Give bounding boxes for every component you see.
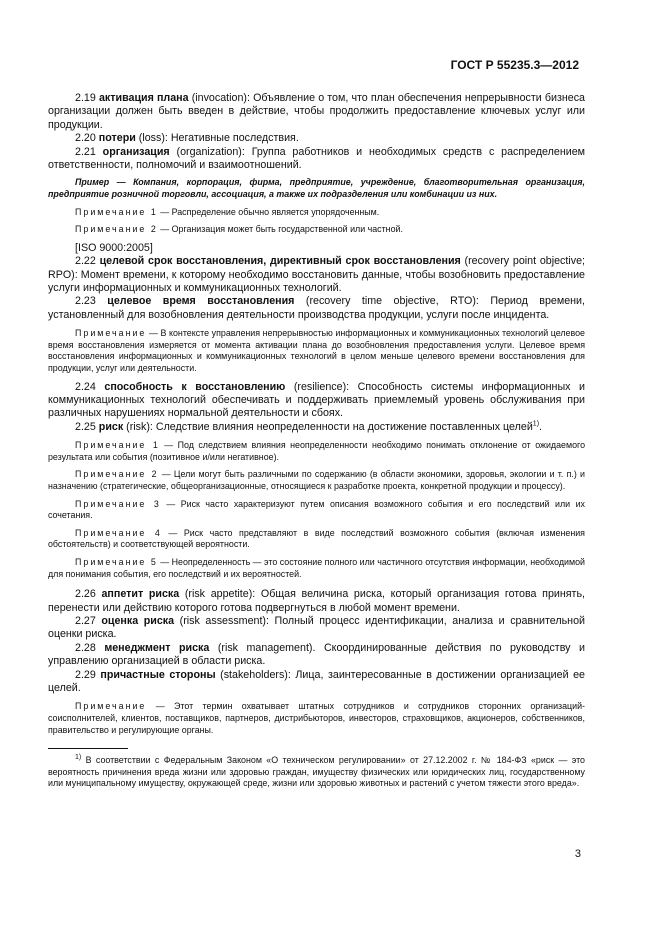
page-number: 3 (574, 848, 581, 860)
footnote-ref: 1) (532, 420, 540, 428)
entry-2-28: 2.28 менеджмент риска (risk management). Скоординированные действия по руководству и управлению организацией в области риска. (48, 641, 585, 668)
entry-2-22: 2.22 целевой срок восстановления, директивный срок восстановления (recovery point objective; RPO): Момент времени, к которому необходимо восстановить данные, чтобы возобновить предоставление услуги информационных и коммуникационных технологий. (48, 255, 585, 295)
note-2-21-2: Примечание 2 — Организация может быть государственной или частной. (75, 224, 403, 235)
footnote-separator (48, 748, 128, 749)
note-2-25-4: Примечание 4 — Риск часто представляют в виде последствий возможного события (включая изменения обстоятельств) и соответствующей вероятности. (48, 527, 585, 550)
page-content (48, 92, 585, 789)
note-2-21-1: Примечание 1 — Распределение обычно является упорядоченным. (75, 206, 380, 217)
note-2-29: Примечание — Этот термин охватывает штатных сотрудников и сотрудников сторонних организаций-соисполнителей, клиентов, поставщиков, партнеров, дистрибьюторов, инвесторов, страховщиков, акционеров, собственников, правительство и регулирующие органы. (48, 701, 585, 735)
document-header: ГОСТ Р 55235.3—2012 (450, 58, 579, 72)
note-2-25-1: Примечание 1 — Под следствием влияния неопределенности необходимо понимать отклонение от ожидаемого результата или события (позитивное и/или негативное). (48, 440, 585, 462)
entry-2-19: 2.19 активация плана (invocation): Объявление о том, что план обеспечения непрерывности бизнеса организации должен быть введен в действие, чтобы продолжить предоставление ключевых услуг или продукции. (48, 92, 585, 131)
footnote: $^{1)}$ В соответствии с Федеральным Законом «О техническом регулировании» от 27.12.2002 г. № 184-ФЗ «риск — это вероятность причинения вреда жизни или здоровью граждан, имуществу физических или юридических лиц, государственному или муниципальному имуществу, окружающей среде, жизни или здоровью животных и растений с учетом тяжести этого вреда». (48, 754, 585, 789)
entry-2-25: 2.25 риск (risk): Следствие влияния неопределенности на достижение поставленных целей$^{1)}$. (75, 420, 543, 433)
entry-2-29: 2.29 причастные стороны (stakeholders): Лица, заинтересованные в достижении организацией ее целей. (48, 668, 585, 695)
note-2-25-3: Примечание 3 — Риск часто характеризуют путем описания возможного события и его последствий или их сочетания. (48, 498, 585, 521)
entry-2-26: 2.26 аппетит риска (risk appetite): Общая величина риска, который организация готова принять, перенести или действию которого готова подвергнуться в любой момент времени. (48, 588, 585, 614)
note-2-23: Примечание — В контексте управления непрерывностью информационных и коммуникационных технологий целевое время восстановления измеряется от момента активации плана до возобновления предоставления услуги. Целевое время восстановления информационных и коммуникационных технологий в целом меньше целевого времени восстановления для продукции, услуг или деятельности. (48, 328, 585, 374)
entry-2-24: 2.24 способность к восстановлению (resilience): Способность системы информационных и коммуникационных технологий обеспечивать и поддерживать приемлемый уровень обслуживания при различных нарушениях нормальной деятельности и сбоях. (48, 380, 585, 420)
entry-2-27: 2.27 оценка риска (risk assessment): Полный процесс идентификации, анализа и сравнительной оценки риска. (48, 615, 585, 641)
entry-2-20: 2.20 потери (loss): Негативные последствия. (75, 132, 299, 145)
note-2-25-5: Примечание 5 — Неопределенность — это состояние полного или частичного отсутствия информации, необходимой для понимания события, его последствий и их вероятностей. (48, 557, 585, 579)
entry-2-21: 2.21 организация (organization): Группа работников и необходимых средств с распределением ответственности, полномочий и взаимоотношений. (48, 145, 585, 172)
source-2-21: [ISO 9000:2005] (75, 241, 153, 254)
entry-2-23: 2.23 целевое время восстановления (recovery time objective, RTO): Период времени, установленный для возобновления деятельности производства продукции, услуги после инцидента. (48, 295, 585, 321)
example-2-21: Пример — Компания, корпорация, фирма, предприятие, учреждение, благотворительная организация, предприятие розничной торговли, ассоциация, а также их подразделения или комбинации из них. (48, 177, 585, 200)
note-2-25-2: Примечание 2 — Цели могут быть различными по содержанию (в области экономики, здоровья, экологии и т. п.) и назначению (стратегические, общеорганизационные, относящиеся к разработке проекта, конкретной продукции и процессу). (48, 469, 585, 492)
